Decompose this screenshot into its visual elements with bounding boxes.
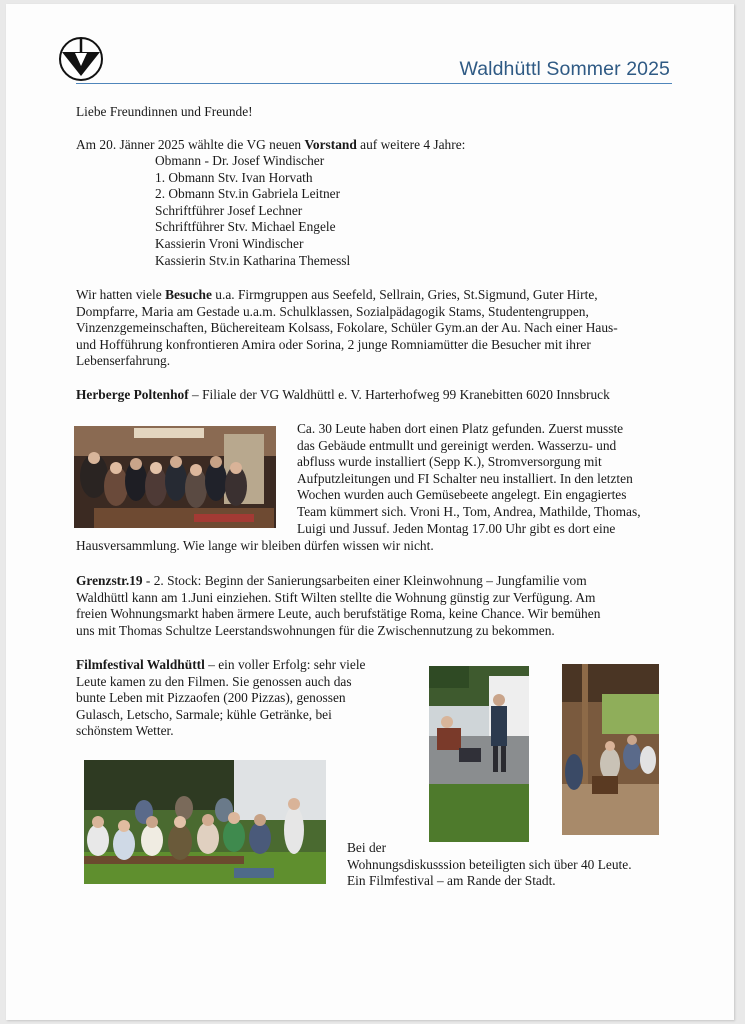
newsletter-title: Waldhüttl Sommer 2025 bbox=[459, 58, 670, 80]
grenzstr-paragraph: Grenzstr.19 - 2. Stock: Beginn der Sanierungsarbeiten einer Kleinwohnung – Jungfamilie vom Waldhüttl kann am 1.Juni einziehen. Stift Wilten stellte die Wohnung günstig zur Verfügung. Am freien Wohnungsmarkt haben ärmere Leute, auch berufstätige Roma, keine Chance. Wir bemühen uns mit Thomas Schultze Leerstandswohnungen für die Zwischennutzung zu bekommen. bbox=[76, 573, 601, 638]
filmfestival-audience-photo bbox=[562, 664, 659, 835]
filmfestival-paragraph: Filmfestival Waldhüttl – ein voller Erfolg: sehr viele Leute kamen zu den Filmen. Sie genossen auch das bunte Leben mit Pizzaofen (200 Pizzas), genossen Gulasch, Letscho, Sarmale; kühle Getränke, bei schönstem Wetter. bbox=[76, 657, 366, 739]
greeting: Liebe Freundinnen und Freunde! bbox=[76, 104, 253, 119]
association-logo-icon bbox=[58, 36, 104, 82]
herberge-group-photo bbox=[74, 426, 276, 528]
herberge-heading: Herberge Poltenhof – Filiale der VG Waldhüttl e. V. Harterhofweg 99 Kranebitten 6020 Innsbruck bbox=[76, 387, 610, 402]
filmfestival-music-photo bbox=[429, 666, 529, 842]
vorstand-list bbox=[155, 153, 350, 269]
herberge-last-line: Hausversammlung. Wie lange wir bleiben dürfen wissen wir nicht. bbox=[76, 538, 434, 553]
list-item: Kassierin Vroni Windischer bbox=[155, 235, 304, 251]
list-item: Kassierin Stv.in Katharina Themessl bbox=[155, 252, 351, 268]
besuche-paragraph: Wir hatten viele Besuche u.a. Firmgruppen aus Seefeld, Sellrain, Gries, St.Sigmund, Guter Hirte, Dompfarre, Maria am Gestade u.a.m. Schulklassen, Sozialpädagogik Stams, Studentengruppen, Vinzenzgemeinschaften, Büchereiteam Kolsass, Fokolare, Schüler Gym.an der Au. Nach einer Haus- und Hofführung konfrontieren Amira oder Sorina, 2 junge Romniamütter die Besucher mit ihrer Lebenserfahrung. bbox=[76, 287, 618, 369]
header-rule bbox=[76, 83, 672, 84]
list-item: Obmann - Dr. Josef Windischer bbox=[155, 153, 325, 168]
wohnungsdiskussion-photo bbox=[84, 760, 326, 884]
list-item: Schriftführer Josef Lechner bbox=[155, 202, 303, 218]
vorstand-intro: Am 20. Jänner 2025 wählte die VG neuen Vorstand auf weitere 4 Jahre: bbox=[76, 137, 466, 152]
list-item: 1. Obmann Stv. Ivan Horvath bbox=[155, 169, 313, 185]
list-item: 2. Obmann Stv.in Gabriela Leitner bbox=[155, 186, 341, 202]
photo-caption: Bei der Wohnungsdiskusssion beteiligten sich über 40 Leute. Ein Filmfestival – am Rande der Stadt. bbox=[347, 840, 632, 889]
list-item: Schriftführer Stv. Michael Engele bbox=[155, 219, 336, 235]
herberge-paragraph: Ca. 30 Leute haben dort einen Platz gefunden. Zuerst musste das Gebäude entmullt und gereinigt werden. Wasserzu- und abfluss wurde installiert (Sepp K.), Stromversorgung mit Aufputzleitungen und FI Schalter neu installiert. In den letzten Wochen wurden auch Gemüsebeete angelegt. Ein engagiertes Team kümmert sich. Vroni H., Tom, Andrea, Mathilde, Thomas, Luigi und Jussuf. Jeden Montag 17.00 Uhr gibt es dort eine bbox=[297, 421, 641, 536]
